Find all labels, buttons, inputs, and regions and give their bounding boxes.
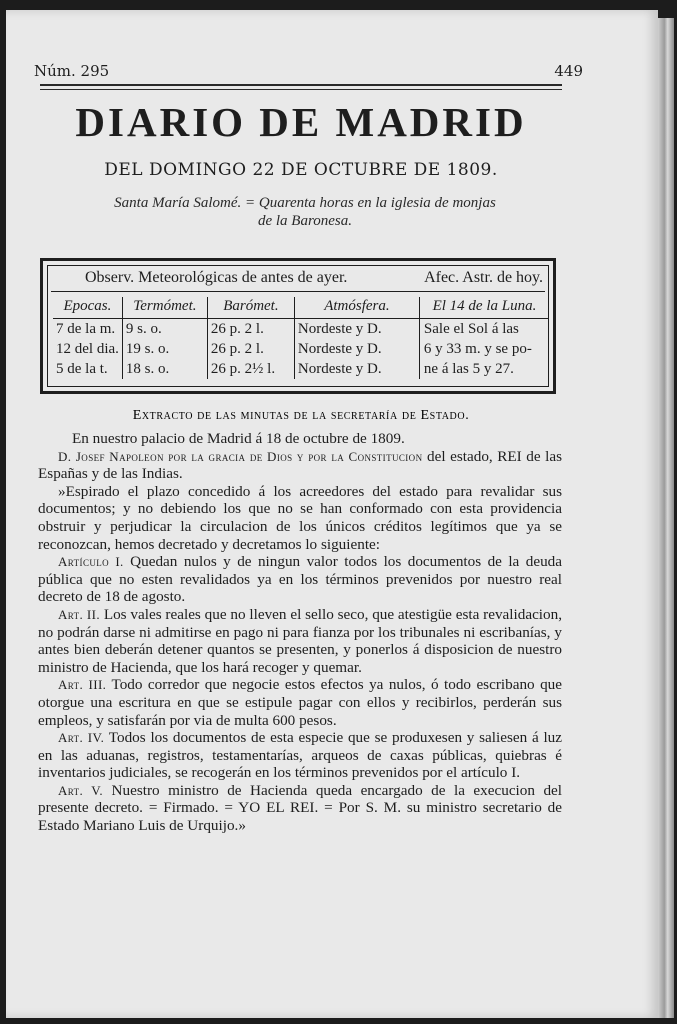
weather-heading-right: Afec. Astr. de hoy. — [424, 269, 543, 286]
article-label: Artículo I. — [58, 554, 124, 570]
weather-table — [53, 297, 549, 379]
atmosfera-cell: Nordeste y D. — [294, 319, 419, 340]
weather-row — [53, 359, 549, 379]
article-label: Art. III. — [58, 677, 107, 693]
termometro-cell: 18 s. o. — [122, 359, 207, 379]
article-text: Nuestro ministro de Hacienda queda encargado de la execucion del presente decreto. = Firmado. = YO EL REI. = Por S. M. su ministro secretario de Estado Mariano Luis de Urquijo.» — [38, 781, 562, 835]
article-paragraph — [38, 553, 562, 606]
epoca-cell: 7 de la m. — [56, 321, 116, 337]
page-number: 449 — [554, 62, 583, 80]
article-text: Todos los documentos de esta especie que se produxesen y saliesen á luz en las aduanas, registros, testamentarías, arqueos de caxas públicas, quiebras é inventarios judiciales, se recogerán en los términos prevenidos por el artículo I. — [38, 729, 562, 782]
saints-line-2: de la Baronesa. — [257, 213, 352, 229]
article-text: Todo corredor que negocie estos efectos ya nulos, ó todo escribano que otorgue una escritura en que se estipule pagar con ellos y recibirlos, perderán sus empleos, y satisfarán por via de multa 600 pesos. — [38, 676, 562, 729]
barometro-cell: 26 p. 2 l. — [207, 319, 294, 340]
saints-of-day — [70, 194, 540, 230]
barometro-cell: 26 p. 2 l. — [207, 339, 294, 359]
article-paragraph — [38, 606, 562, 676]
atmosfera-cell: Nordeste y D. — [294, 339, 419, 359]
weather-heading-left: Observ. Meteorológicas de antes de ayer. — [85, 269, 348, 286]
page-edge — [658, 18, 674, 1018]
article-body — [38, 430, 562, 835]
weather-row — [53, 339, 549, 359]
saints-line-1: Santa María Salomé. = Quarenta horas en la iglesia de monjas — [114, 195, 496, 211]
luna-cell: 6 y 33 m. y se po- — [419, 339, 549, 359]
article-title: Extracto de las minutas de la secretaría de Estado. — [132, 408, 470, 423]
luna-cell: ne á las 5 y 27. — [419, 359, 549, 379]
weather-header-row — [53, 297, 549, 319]
article-text: Los vales reales que no lleven el sello seco, que atestigüe esta revalidacion, no podrán darse ni admitirse en pago ni para fianza por los tribunales ni escribanías, y antes bien deberán detener quantos se presenten, y ponerlos á disposicion de nuestro ministro de Hacienda, que los hará recoger y quemar. — [38, 605, 563, 676]
place-date: En nuestro palacio de Madrid á 18 de octubre de 1809. — [72, 430, 405, 447]
header-rule — [40, 84, 562, 90]
king-title-smallcaps: D. Josef Napoleon por la gracia de Dios y por la Constitucion — [58, 448, 423, 464]
weather-heading-rule — [51, 291, 545, 292]
article-paragraph — [38, 782, 562, 835]
termometro-cell: 9 s. o. — [122, 319, 207, 340]
article-paragraph — [38, 676, 562, 729]
issue-number: Núm. 295 — [34, 62, 110, 80]
barometro-cell: 26 p. 2½ l. — [207, 359, 294, 379]
article-label: Art. IV. — [58, 730, 105, 746]
col-atmosfera: Atmósfera. — [294, 297, 419, 319]
col-termometro: Termómet. — [122, 297, 207, 319]
king-title — [38, 448, 562, 483]
epoca-cell: 12 del dia. — [56, 341, 119, 357]
article-label: Art. V. — [58, 782, 104, 798]
col-luna: El 14 de la Luna. — [419, 297, 549, 319]
epoca-cell: 5 de la t. — [56, 361, 108, 377]
article-paragraph — [38, 729, 562, 782]
article-text: Quedan nulos y de ningun valor todos los documentos de la deuda pública que no esten revalidados ya en los términos prevenidos por nuestro real decreto de 18 de agosto. — [38, 553, 562, 606]
dateline: DEL DOMINGO 22 DE OCTUBRE DE 1809. — [104, 160, 498, 180]
preamble: »Espirado el plazo concedido á los acreedores del estado para revalidar sus documentos; y no debiendo los que no se han conformado con esta providencia obstruir y perjudicar la circulacion de los únicos créditos legítimos que ya se reconozcan, hemos decretado y decretamos lo siguiente: — [38, 482, 562, 553]
termometro-cell: 19 s. o. — [122, 339, 207, 359]
col-epocas: Epocas. — [53, 297, 122, 319]
article-label: Art. II. — [58, 606, 100, 622]
weather-box-heading — [51, 269, 545, 287]
weather-box — [40, 258, 556, 394]
atmosfera-cell: Nordeste y D. — [294, 359, 419, 379]
masthead-title: DIARIO DE MADRID — [75, 99, 527, 145]
luna-cell: Sale el Sol á las — [419, 319, 549, 340]
weather-row — [53, 319, 549, 340]
col-barometro: Barómet. — [207, 297, 294, 319]
king-title-rest: del estado, REI de las Españas y de las Indias. — [38, 447, 563, 483]
